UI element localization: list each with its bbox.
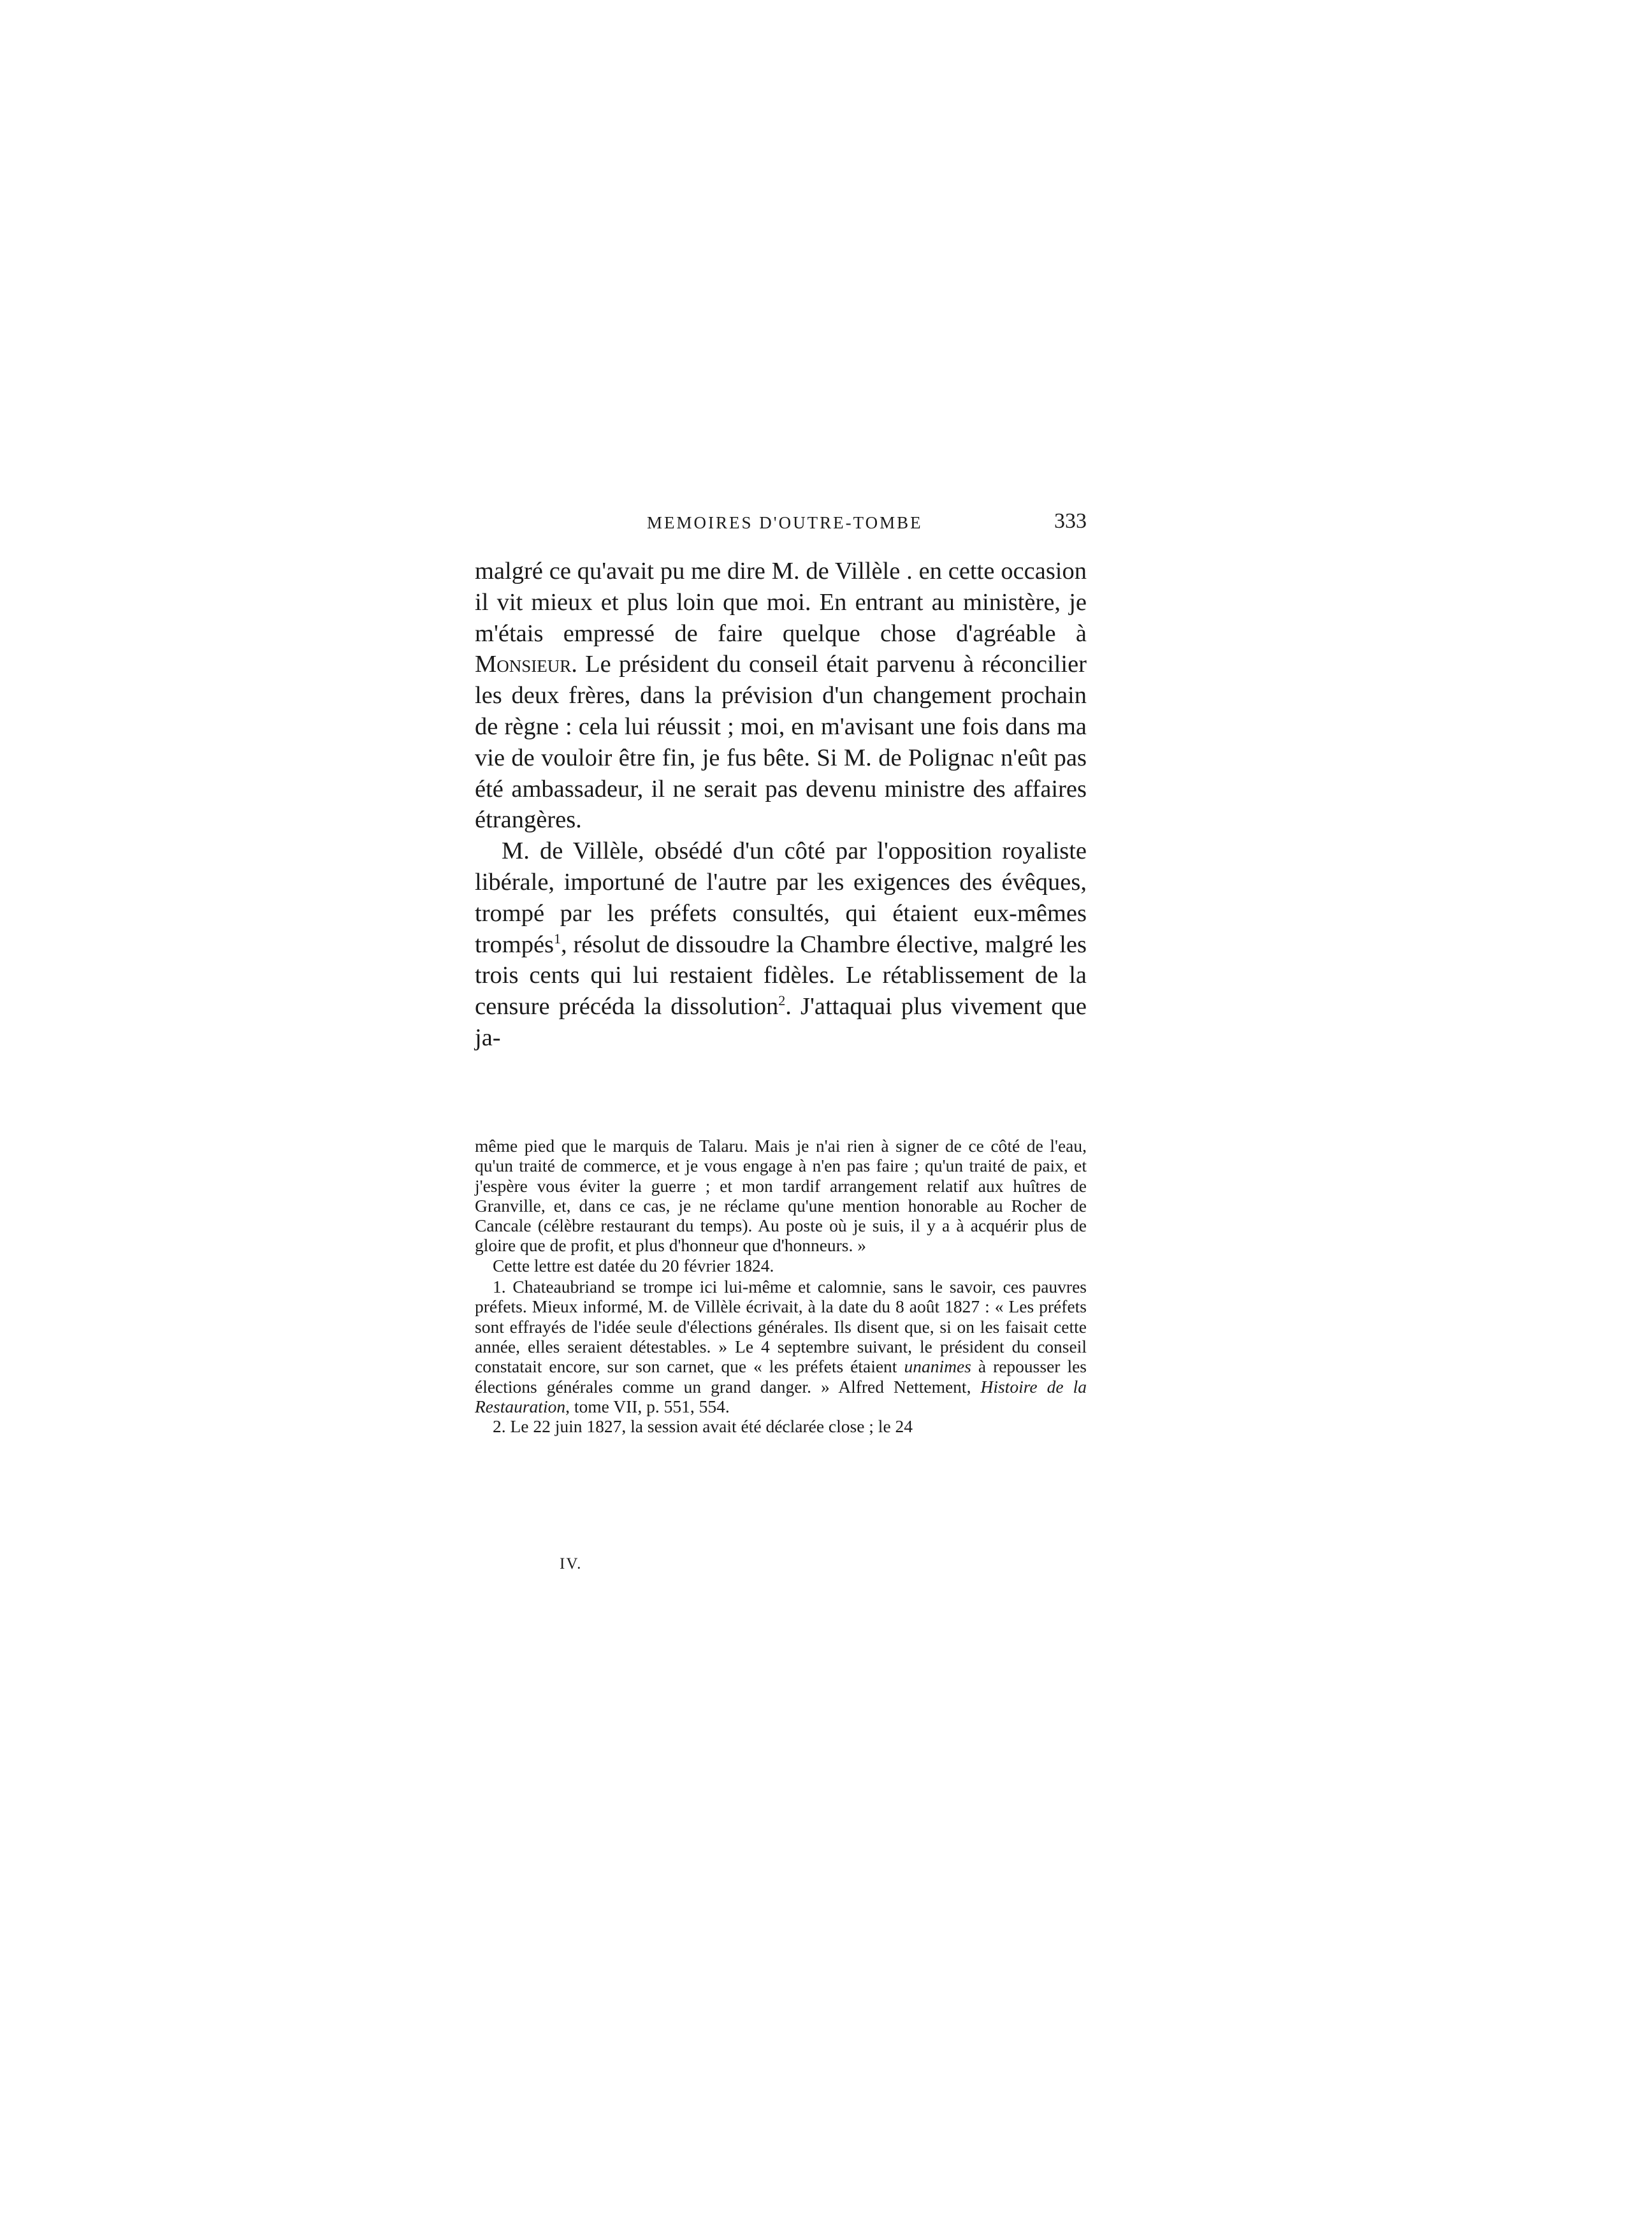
paragraph-2: [475, 836, 1087, 1054]
footnote-1-book-title: Histoire de la Restauration: [475, 1376, 1087, 1416]
paragraph-2-text-b: , résolut de dissoudre la Chambre élective, malgré les trois cents qui lui restaient fidèles. Le rétablissement de la censure précéda la dissolution: [475, 931, 1087, 1020]
paragraph-2-text-a: M. de Villèle, obsédé d'un côté par l'opposition royaliste libérale, importuné de l'autre par les exigences des évêques, trompé par les préfets consultés, qui étaient eux-mêmes trompés: [475, 838, 1087, 958]
paragraph-1-rest: . Le président du conseil était parvenu à réconcilier les deux frères, dans la prévision d'un changement prochain de règne : cela lui réussit ; moi, en m'avisant une fois dans ma vie de vouloir être fin, je fus bête. Si M. de Polignac n'eût pas été ambassadeur, il ne serait pas devenu ministre des affaires étrangères.: [475, 651, 1087, 834]
main-text: [475, 556, 1087, 1054]
paragraph-2-text-c: . J'attaquai plus vivement que ja-: [475, 993, 1087, 1051]
paragraph-1: [475, 556, 1087, 836]
footnote-ref-2: 2: [778, 992, 786, 1009]
paragraph-1-text: malgré ce qu'avait pu me dire M. de Villèle . en cette occasion il vit mieux et plus loin que moi. En entrant au ministère, je m'étais empressé de faire quelque chose d'agréable à: [475, 558, 1087, 647]
footnote-1-text-c: , tome VII, p. 551, 554.: [565, 1396, 730, 1416]
footnote-1: [475, 1277, 1087, 1416]
page-header: [475, 509, 1087, 545]
running-title: MEMOIRES D'OUTRE-TOMBE: [647, 513, 923, 532]
footnote-1-emphasis: unanimes: [904, 1356, 971, 1377]
footnotes: [475, 1136, 1087, 1436]
signature-mark: IV.: [560, 1555, 583, 1572]
footnote-continuation: même pied que le marquis de Talaru. Mais je n'ai rien à signer de ce côté de l'eau, qu'un traité de commerce, et je vous engage à n'en pas faire ; qu'un traité de paix, et j'espère vous éviter la guerre ; et mon tardif arrangement relatif aux huîtres de Granville, et, dans ce cas, je ne réclame qu'une mention honorable au Rocher de Cancale (célèbre restaurant du temps). Au poste où je suis, il y a à acquérir plus de gloire que de profit, et plus d'honneur que d'honneurs. »: [475, 1136, 1087, 1256]
page-number: 333: [1054, 509, 1087, 533]
footnote-date-note: Cette lettre est datée du 20 février 1824.: [493, 1255, 774, 1275]
footnote-1-text-a: 1. Chateaubriand se trompe ici lui-même et calomnie, sans le savoir, ces pauvres préfets. Mieux informé, M. de Villèle écrivait, à la date du 8 août 1827 : « Les préfets sont effrayés de l'idée seule d'élections générales. Ils disent que, si on les faisait cette année, elles seraient détestables. » Le 4 septembre suivant, le président du conseil constatait encore, sur son carnet, que « les préfets étaient: [475, 1277, 1087, 1377]
footnote-1-text-b: à repousser les élections générales comme un grand danger. » Alfred Nettement,: [475, 1356, 1087, 1397]
footnote-ref-1: 1: [554, 930, 562, 947]
monsieur-small-caps: Monsieur: [475, 651, 572, 678]
footnote-2: 2. Le 22 juin 1827, la session avait été déclarée close ; le 24: [493, 1416, 913, 1437]
